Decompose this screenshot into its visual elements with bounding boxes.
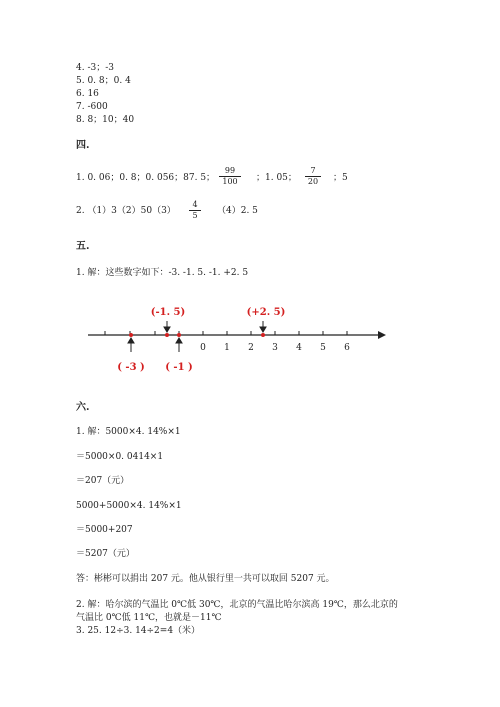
tick-label-0: 0 <box>200 343 206 353</box>
s4-line1-part-b: ；1. 05； <box>256 173 297 183</box>
s4-line1-part-a: 1. 0. 06；0. 8；0. 056；87. 5； <box>76 173 216 183</box>
fraction-7-20 <box>305 166 321 187</box>
point-plus-2-5 <box>261 333 265 337</box>
answer-line-7: 7. -600 <box>76 102 108 112</box>
answer-line-8: 8. 8；10；40 <box>76 115 135 125</box>
s5-line1: 1. 解：这些数字如下：-3. -1. 5. -1. +2. 5 <box>76 268 249 278</box>
point-minus-1-5 <box>165 333 169 337</box>
tick-label-6: 6 <box>344 343 350 353</box>
label-minus-1: ( -1 ) <box>165 362 193 373</box>
number-line <box>80 298 390 380</box>
fraction-4-5 <box>189 200 201 221</box>
s4-line2-part-b: （4）2. 5 <box>217 206 258 216</box>
s4-line2-part-a: 2. （1）3（2）50（3） <box>76 206 176 216</box>
label-minus-1-5: (-1. 5) <box>150 307 186 318</box>
tick-label-4: 4 <box>296 343 302 353</box>
fraction-denominator: 5 <box>192 211 198 220</box>
point-minus-3 <box>129 333 133 337</box>
s6-q2-line-2: 气温比 0℃低 11℃，也就是－11℃ <box>76 613 222 623</box>
s6-line-2: ＝5000×0. 0414×1 <box>76 452 164 462</box>
label-minus-3: ( -3 ) <box>117 362 145 373</box>
tick-label-2: 2 <box>248 343 254 353</box>
tick-label-1: 1 <box>224 343 230 353</box>
s6-line-3: ＝207（元） <box>76 476 130 486</box>
section-4-title: 四. <box>76 140 90 151</box>
fraction-numerator: 7 <box>305 166 321 177</box>
point-minus-1 <box>177 333 181 337</box>
s6-line-1: 1. 解：5000×4. 14%×1 <box>76 427 181 437</box>
answer-line-5: 5. 0. 8；0. 4 <box>76 76 131 86</box>
fraction-denominator: 100 <box>222 177 238 186</box>
tick-label-5: 5 <box>320 343 326 353</box>
s6-q3: 3. 25. 12÷3. 14÷2=4（米） <box>76 626 201 636</box>
s6-q2-line-1: 2. 解：哈尔滨的气温比 0℃低 30℃，北京的气温比哈尔滨高 19℃，那么北京的 <box>76 600 398 610</box>
s6-line-4: 5000+5000×4. 14%×1 <box>76 501 182 511</box>
section-6-title: 六. <box>76 402 90 413</box>
answer-line-6: 6. 16 <box>76 89 99 99</box>
fraction-numerator: 99 <box>219 166 241 177</box>
fraction-99-100 <box>219 166 241 187</box>
answer-line-4: 4. -3；-3 <box>76 63 114 73</box>
arrowhead-down <box>164 327 170 332</box>
arrowhead-down <box>260 327 266 332</box>
axis-arrowhead <box>378 331 386 339</box>
s6-answer: 答：彬彬可以捐出 207 元。他从银行里一共可以取回 5207 元。 <box>76 574 335 584</box>
s4-line1-part-c: ；5 <box>333 173 348 183</box>
section-5-title: 五. <box>76 241 90 252</box>
s6-line-6: ＝5207（元） <box>76 549 135 559</box>
fraction-numerator: 4 <box>189 200 201 211</box>
tick-label-3: 3 <box>272 343 278 353</box>
s6-line-5: ＝5000+207 <box>76 525 133 535</box>
label-plus-2-5: (+2. 5) <box>246 307 286 318</box>
arrowhead-up <box>128 338 134 343</box>
arrowhead-up <box>176 338 182 343</box>
fraction-denominator: 20 <box>307 177 319 186</box>
